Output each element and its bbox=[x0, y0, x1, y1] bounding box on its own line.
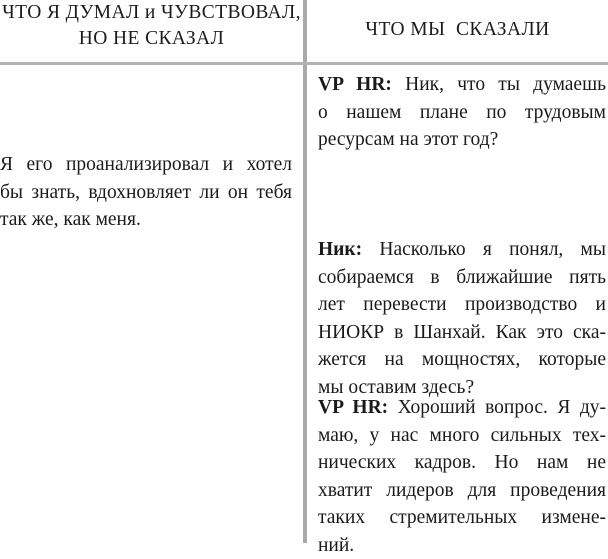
speech-text: Насколько я понял, мы bbox=[379, 239, 606, 260]
text-line: Я его проанализировал и хотел bbox=[0, 151, 292, 179]
text-line bbox=[318, 394, 606, 422]
right-column-header: ЧТО МЫ СКАЗАЛИ bbox=[307, 17, 608, 43]
text-line: НИОКР в Шанхай. Как это ска- bbox=[318, 319, 606, 347]
left-thought-paragraph bbox=[0, 151, 292, 234]
speaker-label: VP HR: bbox=[318, 397, 388, 418]
text-line: о нашем плане по трудовым bbox=[318, 99, 606, 127]
dialogue-paragraph-nick bbox=[318, 236, 606, 401]
column-divider-line bbox=[303, 0, 307, 543]
dialogue-paragraph-vp-hr-1 bbox=[318, 71, 606, 154]
left-header-line-2: НО НЕ СКАЗАЛ bbox=[0, 26, 303, 52]
text-line: мы оставим здесь? bbox=[318, 374, 606, 402]
speech-text: Хороший вопрос. Я ду- bbox=[398, 397, 606, 418]
left-header-line-1: ЧТО Я ДУМАЛ и ЧУВСТВОВАЛ, bbox=[0, 0, 303, 26]
left-column-header bbox=[0, 0, 303, 52]
speaker-label: VP HR: bbox=[318, 74, 392, 95]
text-line: маю, у нас много сильных тех- bbox=[318, 422, 606, 450]
text-line: жется на мощностях, которые bbox=[318, 346, 606, 374]
text-line: так же, как меня. bbox=[0, 206, 292, 234]
text-line: ний. bbox=[318, 532, 606, 559]
text-line: нических кадров. Но нам не bbox=[318, 449, 606, 477]
speech-text: Ник, что ты думаешь bbox=[405, 74, 606, 95]
speaker-label: Ник: bbox=[318, 239, 362, 260]
text-line: таких стремительных измене- bbox=[318, 504, 606, 532]
dialogue-paragraph-vp-hr-2 bbox=[318, 394, 606, 559]
header-rule-line bbox=[0, 62, 608, 65]
text-line: ресурсам на этот год? bbox=[318, 126, 606, 154]
text-line bbox=[318, 236, 606, 264]
text-line: лет перевести производство и bbox=[318, 291, 606, 319]
text-line: хватит лидеров для проведения bbox=[318, 477, 606, 505]
text-line bbox=[318, 71, 606, 99]
text-line: собираемся в ближайшие пять bbox=[318, 264, 606, 292]
text-line: бы знать, вдохновляет ли он тебя bbox=[0, 179, 292, 207]
